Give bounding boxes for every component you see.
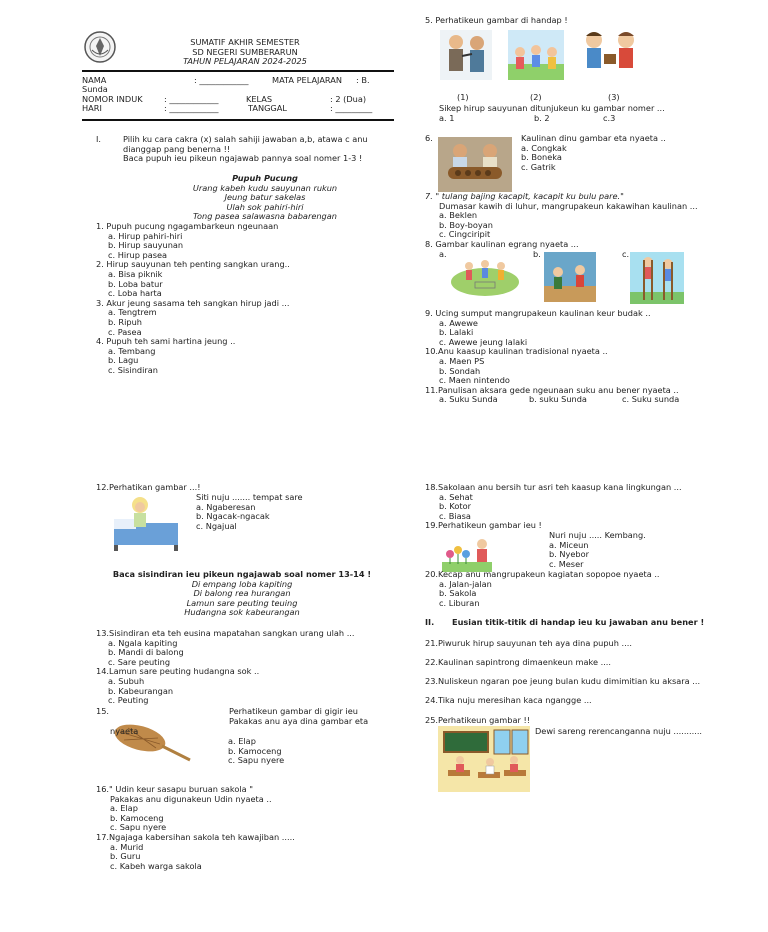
question-15-text xyxy=(229,707,389,726)
option-c[interactable]: c. Loba harta xyxy=(108,288,162,299)
option-b[interactable]: b. Kamoceng xyxy=(228,745,282,756)
question-19-options xyxy=(549,531,729,569)
question-text: Kaulinan dinu gambar eta nyaeta .. xyxy=(521,133,666,143)
section1-instructions xyxy=(123,135,393,164)
question-text: 3. Akur jeung sasama teh sangkan hirup jadi ... xyxy=(96,297,290,308)
question-4 xyxy=(96,337,396,375)
option-c[interactable]: c. Biasa xyxy=(439,510,471,521)
question-text: Pakakas anu digunakeun Udin nyaeta .. xyxy=(110,793,272,804)
school-logo xyxy=(82,30,118,64)
picture-label-1: (1) xyxy=(457,92,469,102)
poem-line: Lamun sare peuting teuing xyxy=(186,597,298,608)
poem-line: Di empang loba kapiting xyxy=(191,578,293,589)
option-b[interactable]: b. Sondah xyxy=(439,365,481,376)
question-text: 20.Kecap anu mangrupakeun kagiatan sopopoe nyaeta .. xyxy=(425,569,660,579)
q5-picture-labels xyxy=(425,93,725,103)
question-text: 5. Perhatikeun gambar di handap ! xyxy=(425,15,568,25)
header-rule-top xyxy=(82,70,394,72)
picture-girl-bed xyxy=(110,493,182,553)
question-text: 14.Lamun sare peuting hudangna sok .. xyxy=(96,666,260,677)
poem-title: Pupuh Pucung xyxy=(232,173,298,183)
option-b[interactable]: b. Hirup sauyunan xyxy=(108,240,184,251)
question-6-number: 6. xyxy=(425,133,433,143)
name-field[interactable]: : ____________ xyxy=(194,75,249,85)
poem-line: Jeung batur sakelas xyxy=(224,192,306,203)
picture-children-playing xyxy=(508,30,564,80)
question-18 xyxy=(425,483,725,521)
option-c[interactable]: c. Cingciripit xyxy=(439,229,491,240)
option-c[interactable]: c. Sare peuting xyxy=(108,656,171,667)
question-16 xyxy=(96,785,396,833)
question-11 xyxy=(425,386,725,406)
option-c[interactable]: c.3 xyxy=(603,112,616,123)
option-a[interactable]: a. Elap xyxy=(110,803,138,814)
question-text: 19.Perhatikeun gambar ieu ! xyxy=(425,520,542,530)
question-8 xyxy=(425,240,725,250)
option-a[interactable]: a. Awewe xyxy=(439,317,478,328)
option-b[interactable]: b. Guru xyxy=(110,851,141,862)
option-b[interactable]: b. Nyebor xyxy=(549,549,589,560)
essay-q23: 23.Nuliskeun ngaran poe jeung bulan kudu dimimitian ku aksara ... xyxy=(425,676,701,686)
question-2 xyxy=(96,260,396,298)
poem-line: Di balong rea hurangan xyxy=(193,588,291,599)
poem-pupuh-pucung xyxy=(130,174,400,222)
student-id-field[interactable]: : ____________ xyxy=(164,94,219,104)
option-b[interactable]: b. Boneka xyxy=(521,152,562,163)
poem-line: Ulah sok pahiri-hiri xyxy=(226,201,304,212)
subject-value: : B. xyxy=(356,75,370,85)
poem-line: Tong pasea salawasna babarengan xyxy=(193,211,337,222)
option-a[interactable]: a. 1 xyxy=(439,112,455,123)
option-c[interactable]: c. Maen nintendo xyxy=(439,375,510,386)
question-text: 17.Ngajaga kabersihan sakola teh kawajiban ..... xyxy=(96,831,295,842)
question-15-options xyxy=(228,737,368,766)
option-b[interactable]: b. Mandi di balong xyxy=(108,647,184,658)
question-14 xyxy=(96,667,396,705)
option-c[interactable]: c. Sapu nyere xyxy=(228,755,285,766)
questions-1-4 xyxy=(96,222,396,376)
instruction-line: dianggap pang benerna !! xyxy=(123,143,231,154)
question-text: 8. Gambar kaulinan egrang nyaeta ... xyxy=(425,239,579,249)
option-a[interactable]: a. Suku Sunda xyxy=(439,394,498,405)
student-id-label: NOMOR INDUK xyxy=(82,94,143,104)
option-c[interactable]: c. xyxy=(622,249,630,259)
question-17 xyxy=(96,833,396,871)
option-b[interactable]: b. Ngacak-ngacak xyxy=(196,511,270,522)
section1-number: I. xyxy=(96,134,102,144)
exam-title-line2: SD NEGERI SUMBERARUN xyxy=(192,46,298,57)
question-text: 7. " tulang bajing kacapit, kacapit ku bulu pare." xyxy=(425,191,624,201)
exam-title-line1: SUMATIF AKHIR SEMESTER xyxy=(190,37,300,47)
question-text: 16." Udin keur sasapu buruan sakola " xyxy=(96,784,253,794)
essay-q25-text: Dewi sareng rerencanganna nuju ........... xyxy=(535,726,703,736)
question-10 xyxy=(425,347,725,385)
instruction-line: Pilih ku cara cakra (x) salah sahiji jawaban a,b, atawa c anu xyxy=(123,134,368,144)
student-info xyxy=(82,76,394,116)
picture-children-playground xyxy=(544,252,596,302)
question-text: 9. Ucing sumput mangrupakeun kaulinan keur budak .. xyxy=(425,308,651,318)
question-text: Sikep hirup sauyunan ditunjukeun ku gambar nomer ... xyxy=(439,103,665,113)
option-b[interactable]: b. Lalaki xyxy=(439,327,474,338)
essay-q22: 22.Kaulinan sapintrong dimaenkeun make .... xyxy=(425,657,611,667)
option-c[interactable]: c. Hirup pasea xyxy=(108,249,168,260)
option-b[interactable]: b. Boy-boyan xyxy=(439,219,493,230)
option-a[interactable]: a. xyxy=(439,249,447,259)
question-3 xyxy=(96,299,396,337)
option-c[interactable]: c. Sisindiran xyxy=(108,364,158,375)
questions-9-11 xyxy=(425,309,725,405)
question-text: 13.Sisindiran eta teh eusina mapatahan sangkan urang ulah ... xyxy=(96,628,355,638)
poem-line: Hudangna sok kabeurangan xyxy=(184,607,300,618)
q5-stem xyxy=(439,104,739,124)
option-b[interactable]: b. suku Sunda xyxy=(529,394,587,405)
option-a[interactable]: a. Murid xyxy=(110,841,144,852)
picture-children-hopscotch xyxy=(449,252,521,298)
date-field[interactable]: : _________ xyxy=(330,103,373,113)
option-b[interactable]: b. 2 xyxy=(534,112,550,123)
picture-people-arguing xyxy=(440,30,492,80)
option-c[interactable]: c. Peuting xyxy=(108,695,149,706)
question-text: Siti nuju ....... tempat sare xyxy=(196,492,303,502)
picture-children-fighting xyxy=(578,28,642,80)
option-b[interactable]: b. Loba batur xyxy=(108,278,163,289)
question-text: 11.Panulisan aksara gede ngeunaan suku anu bener nyaeta .. xyxy=(425,384,679,395)
option-a[interactable]: a. Miceun xyxy=(549,539,589,550)
question-15-number: 15. xyxy=(96,706,110,716)
day-field[interactable]: : ____________ xyxy=(164,103,219,113)
question-text: 10.Anu kaasup kaulinan tradisional nyaeta .. xyxy=(425,346,608,357)
option-b[interactable]: b. Ripuh xyxy=(108,316,142,327)
option-a[interactable]: a. Beklen xyxy=(439,210,478,221)
question-text: 12.Perhatikan gambar ...! xyxy=(96,482,201,492)
option-b[interactable]: b. Kamoceng xyxy=(110,812,164,823)
option-c[interactable]: c. Meser xyxy=(549,558,584,569)
option-b[interactable]: b. Kotor xyxy=(439,501,471,512)
question-12-options xyxy=(196,493,386,531)
question-text: Pakakas anu aya dina gambar eta xyxy=(229,715,369,726)
question-1 xyxy=(96,222,396,260)
option-b[interactable]: b. Sakola xyxy=(439,588,477,599)
poem-sisindiran xyxy=(96,570,388,618)
poem-line: Urang kabeh kudu sauyunan rukun xyxy=(192,182,338,193)
subject-label: MATA PELAJARAN xyxy=(272,75,343,85)
name-label: NAMA xyxy=(82,75,107,85)
option-b[interactable]: b. Lagu xyxy=(108,355,139,366)
header-rule-bottom xyxy=(82,119,394,121)
question-text: Nuri nuju ..... Kembang. xyxy=(549,530,646,540)
option-c[interactable]: c. Liburan xyxy=(439,597,480,608)
option-c[interactable]: c. Suku sunda xyxy=(622,394,680,405)
option-c[interactable]: c. Gatrik xyxy=(521,161,556,172)
section2-number: II. xyxy=(425,617,435,627)
exam-title xyxy=(150,38,340,67)
picture-label-2: (2) xyxy=(530,92,542,102)
questions-13-14 xyxy=(96,629,396,706)
class-label: KELAS xyxy=(246,94,273,104)
question-text: 2. Hirup sauyunan teh penting sangkan urang.. xyxy=(96,259,290,270)
class-value: : 2 (Dua) xyxy=(330,94,367,104)
subject-value-cont: Sunda xyxy=(82,84,108,94)
option-a[interactable]: a. Ngaberesan xyxy=(196,501,256,512)
question-13 xyxy=(96,629,396,667)
essay-q25: 25.Perhatikeun gambar !! xyxy=(425,715,531,725)
question-text: 4. Pupuh teh sami hartina jeung .. xyxy=(96,336,236,347)
instruction-line: Baca pupuh ieu pikeun ngajawab pannya soal nomer 1-3 ! xyxy=(123,153,363,164)
question-7 xyxy=(425,192,725,240)
option-a[interactable]: a. Hirup pahiri-hiri xyxy=(108,230,183,241)
option-a[interactable]: a. Subuh xyxy=(108,675,145,686)
option-a[interactable]: a. Jalan-jalan xyxy=(439,578,492,589)
option-b[interactable]: b. xyxy=(533,249,541,259)
option-a[interactable]: a. Congkak xyxy=(521,142,567,153)
questions-16-17 xyxy=(96,785,396,871)
day-label: HARI xyxy=(82,103,102,113)
section2-title: Eusian titik-titik di handap ieu ku jawaban anu bener ! xyxy=(452,617,705,627)
option-a[interactable]: a. Tengtrem xyxy=(108,307,157,318)
option-c[interactable]: c. Sapu nyere xyxy=(110,822,167,833)
essay-q21: 21.Piwuruk hirup sauyunan teh aya dina pupuh .... xyxy=(425,638,632,648)
picture-congkak-game xyxy=(438,137,512,192)
picture-classroom xyxy=(438,726,530,792)
question-15-cont: nyaeta xyxy=(110,726,139,736)
question-9 xyxy=(425,309,725,347)
exam-title-line3: TAHUN PELAJARAN 2024-2025 xyxy=(183,56,307,67)
date-label: TANGGAL xyxy=(248,103,287,113)
question-text: 1. Pupuh pucung ngagambarkeun ngeunaan xyxy=(96,221,279,231)
question-text: Perhatikeun gambar di gigir ieu xyxy=(229,706,358,716)
option-b[interactable]: b. Kabeurangan xyxy=(108,685,174,696)
option-c[interactable]: c. Ngajual xyxy=(196,520,237,531)
question-text: Dumasar kawih di luhur, mangrupakeun kakawihan kaulinan ... xyxy=(439,200,698,211)
question-20 xyxy=(425,570,725,608)
question-6 xyxy=(521,134,741,172)
option-a[interactable]: a. Maen PS xyxy=(439,355,485,366)
picture-label-3: (3) xyxy=(608,92,620,102)
option-a[interactable]: a. Tembang xyxy=(108,345,156,356)
option-c[interactable]: c. Awewe jeung lalaki xyxy=(439,336,528,347)
poem-title: Baca sisindiran ieu pikeun ngajawab soal nomer 13-14 ! xyxy=(112,569,372,579)
option-a[interactable]: a. Ngala kapiting xyxy=(108,637,178,648)
option-a[interactable]: a. Sehat xyxy=(439,491,473,502)
option-a[interactable]: a. Bisa piknik xyxy=(108,268,163,279)
question-5 xyxy=(425,16,725,26)
picture-girl-watering-flowers xyxy=(442,534,492,572)
question-text: 18.Sakolaan anu bersih tur asri teh kaasup kana lingkungan ... xyxy=(425,482,682,492)
picture-egrang-stilts xyxy=(630,252,684,304)
option-a[interactable]: a. Elap xyxy=(228,736,256,746)
essay-q24: 24.Tika nuju meresihan kaca ngangge ... xyxy=(425,695,592,705)
option-c[interactable]: c. Pasea xyxy=(108,326,142,337)
option-c[interactable]: c. Kabeh warga sakola xyxy=(110,860,202,871)
